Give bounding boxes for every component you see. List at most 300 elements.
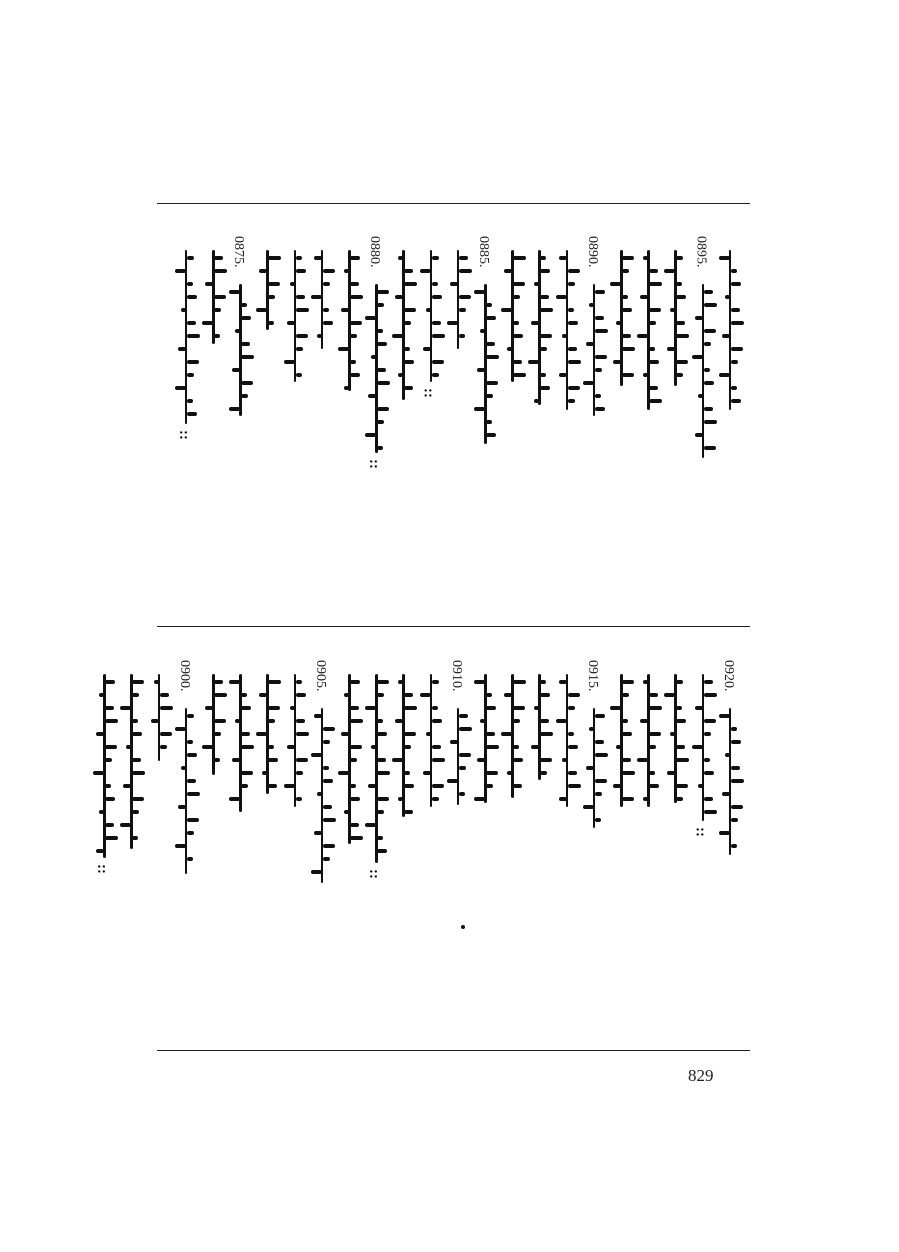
script-glyph (181, 766, 186, 770)
text-column (688, 236, 718, 491)
lower-text-block (94, 660, 750, 910)
script-glyph (562, 334, 567, 338)
script-glyph (447, 779, 458, 783)
script-glyph (296, 719, 305, 723)
script-glyph (214, 680, 223, 684)
script-glyph (540, 386, 550, 390)
script-glyph (486, 303, 492, 307)
upper-text-block (157, 236, 750, 491)
script-glyph (486, 433, 496, 437)
script-glyph (323, 844, 335, 848)
script-glyph (704, 693, 717, 697)
script-glyph (205, 282, 213, 286)
script-glyph (432, 295, 442, 299)
script-glyph (622, 680, 634, 684)
script-glyph (568, 399, 575, 403)
script-glyph (323, 282, 330, 286)
script-glyph (698, 394, 703, 398)
script-glyph (426, 308, 431, 312)
script-glyph (132, 771, 145, 775)
script-glyph (649, 745, 656, 749)
script-glyph (616, 321, 621, 325)
script-glyph (404, 810, 413, 814)
script-glyph (649, 784, 659, 788)
text-column (252, 236, 282, 491)
script-glyph (480, 719, 485, 723)
script-glyph (507, 771, 512, 775)
script-glyph (365, 823, 376, 827)
script-glyph (350, 321, 362, 325)
script-glyph (676, 680, 683, 684)
script-glyph (731, 766, 740, 770)
script-glyph (722, 792, 730, 796)
punctuation-mark: :: (692, 827, 709, 837)
script-glyph (622, 771, 635, 775)
script-glyph (323, 857, 330, 861)
line-number: 0875. (231, 236, 247, 268)
text-column (470, 660, 500, 910)
script-glyph (540, 334, 552, 338)
script-glyph (268, 680, 281, 684)
script-glyph (365, 316, 376, 320)
script-glyph (622, 295, 628, 299)
script-glyph (540, 256, 546, 260)
script-glyph (486, 693, 492, 697)
script-glyph (377, 758, 386, 762)
script-glyph (664, 693, 675, 697)
script-glyph (486, 420, 492, 424)
script-glyph (474, 797, 485, 801)
script-glyph (513, 295, 520, 299)
script-glyph (513, 321, 519, 325)
script-glyph (178, 805, 186, 809)
punctuation-mark: :: (175, 430, 192, 440)
script-glyph (287, 321, 295, 325)
script-glyph (540, 269, 550, 273)
script-glyph (105, 719, 118, 723)
script-line (130, 674, 133, 849)
script-glyph (175, 386, 186, 390)
script-glyph (559, 797, 567, 801)
text-column (252, 660, 282, 910)
script-glyph (534, 706, 539, 710)
script-glyph (344, 386, 349, 390)
script-glyph (214, 308, 221, 312)
script-glyph (323, 269, 335, 273)
script-glyph (187, 334, 200, 338)
script-glyph (649, 771, 655, 775)
script-glyph (241, 732, 250, 736)
script-glyph (568, 693, 580, 697)
script-glyph (241, 693, 247, 697)
script-glyph (719, 373, 730, 377)
script-glyph (175, 844, 186, 848)
text-column (633, 236, 663, 491)
script-glyph (622, 334, 631, 338)
script-glyph (667, 347, 675, 351)
script-line (185, 708, 188, 874)
script-glyph (486, 706, 496, 710)
script-glyph (296, 334, 308, 338)
script-glyph (350, 706, 359, 710)
script-glyph (649, 706, 662, 710)
script-glyph (187, 779, 196, 783)
script-glyph (704, 732, 711, 736)
script-glyph (704, 381, 714, 385)
script-glyph (93, 771, 104, 775)
script-glyph (534, 282, 539, 286)
script-glyph (562, 758, 567, 762)
script-glyph (540, 347, 547, 351)
script-glyph (637, 334, 648, 338)
script-glyph (350, 373, 360, 377)
script-glyph (486, 355, 499, 359)
script-line (402, 250, 405, 400)
script-glyph (540, 295, 549, 299)
script-glyph (540, 373, 546, 377)
script-glyph (132, 680, 144, 684)
script-glyph (105, 784, 111, 788)
text-column (552, 660, 582, 910)
text-column (497, 660, 527, 910)
script-glyph (486, 745, 499, 749)
script-glyph (377, 368, 386, 372)
line-number: 0885. (476, 236, 491, 268)
script-glyph (432, 706, 438, 710)
script-glyph (432, 784, 444, 788)
script-glyph (241, 303, 247, 307)
line-number: 0915. (584, 660, 600, 692)
script-glyph (486, 316, 496, 320)
line-number: 0920. (720, 660, 736, 692)
script-glyph (622, 373, 634, 377)
script-glyph (160, 693, 169, 697)
script-glyph (568, 745, 578, 749)
script-glyph (528, 360, 539, 364)
script-glyph (568, 282, 575, 286)
script-glyph (175, 727, 186, 731)
script-glyph (486, 784, 493, 788)
script-glyph (105, 745, 117, 749)
script-glyph (513, 784, 522, 788)
script-line (538, 674, 541, 780)
script-glyph (350, 680, 360, 684)
text-column (225, 660, 255, 910)
script-glyph (268, 282, 280, 286)
script-glyph (341, 732, 349, 736)
script-glyph (731, 282, 741, 286)
script-line (511, 674, 514, 798)
script-glyph (513, 680, 526, 684)
script-glyph (241, 706, 251, 710)
script-glyph (568, 771, 577, 775)
script-glyph (404, 321, 411, 325)
text-column (715, 660, 745, 910)
script-glyph (154, 680, 159, 684)
script-glyph (568, 308, 574, 312)
script-glyph (404, 732, 416, 736)
script-glyph (377, 836, 383, 840)
script-glyph (676, 321, 685, 325)
text-column (171, 236, 201, 491)
script-glyph (259, 269, 267, 273)
script-glyph (698, 784, 703, 788)
script-glyph (214, 269, 227, 273)
script-glyph (202, 745, 213, 749)
script-glyph (513, 282, 525, 286)
script-glyph (371, 355, 376, 359)
script-glyph (649, 386, 658, 390)
script-glyph (486, 381, 498, 385)
script-glyph (507, 347, 512, 351)
script-glyph (214, 334, 220, 338)
script-glyph (377, 680, 389, 684)
script-glyph (504, 693, 512, 697)
script-line (103, 674, 106, 858)
text-column (307, 660, 337, 910)
script-glyph (540, 308, 553, 312)
script-glyph (214, 719, 226, 723)
punctuation-mark: :: (366, 459, 383, 469)
script-glyph (704, 446, 716, 450)
script-glyph (595, 368, 602, 372)
script-glyph (338, 347, 349, 351)
script-glyph (160, 745, 167, 749)
script-glyph (513, 758, 523, 762)
script-glyph (404, 269, 413, 273)
script-glyph (649, 347, 655, 351)
script-glyph (377, 810, 384, 814)
script-glyph (432, 758, 445, 762)
script-glyph (377, 290, 389, 294)
script-glyph (256, 732, 267, 736)
script-glyph (268, 784, 277, 788)
top-rule (157, 203, 750, 204)
text-column (116, 660, 146, 910)
script-glyph (540, 758, 552, 762)
line-number: 0895. (693, 236, 709, 268)
script-glyph (377, 771, 390, 775)
script-glyph (404, 308, 416, 312)
punctuation-mark: :: (366, 869, 383, 879)
script-glyph (513, 719, 520, 723)
script-glyph (474, 290, 485, 294)
text-column (579, 236, 609, 491)
script-glyph (595, 316, 604, 320)
text-column (606, 236, 636, 491)
punctuation-mark: :: (420, 388, 437, 398)
script-glyph (459, 308, 466, 312)
script-glyph (676, 797, 683, 801)
script-glyph (404, 745, 411, 749)
script-glyph (513, 373, 526, 377)
script-glyph (132, 758, 141, 762)
text-column (606, 660, 636, 910)
script-glyph (377, 693, 384, 697)
script-glyph (459, 753, 471, 757)
script-glyph (595, 329, 608, 333)
script-glyph (704, 797, 713, 801)
script-glyph (187, 714, 194, 718)
script-glyph (704, 758, 710, 762)
script-glyph (568, 386, 580, 390)
script-glyph (622, 308, 632, 312)
script-glyph (568, 347, 577, 351)
script-glyph (268, 295, 275, 299)
script-glyph (649, 321, 656, 325)
script-glyph (486, 771, 498, 775)
script-glyph (719, 256, 730, 260)
script-glyph (725, 753, 730, 757)
script-glyph (426, 732, 431, 736)
script-glyph (459, 334, 465, 338)
script-glyph (477, 368, 485, 372)
script-glyph (132, 732, 142, 736)
text-column (660, 660, 690, 910)
line-number: 0900. (176, 660, 192, 692)
script-glyph (649, 269, 658, 273)
script-glyph (296, 269, 306, 273)
script-glyph (731, 727, 737, 731)
script-glyph (676, 360, 688, 364)
script-glyph (132, 719, 138, 723)
script-glyph (459, 295, 471, 299)
script-glyph (676, 719, 686, 723)
script-glyph (704, 329, 716, 333)
text-column (579, 660, 609, 910)
script-glyph (404, 360, 414, 364)
script-glyph (622, 269, 629, 273)
script-glyph (474, 407, 485, 411)
script-glyph (649, 282, 662, 286)
script-glyph (350, 334, 357, 338)
script-glyph (395, 719, 403, 723)
script-glyph (459, 714, 468, 718)
script-glyph (368, 784, 376, 788)
script-glyph (214, 693, 227, 697)
bottom-rule (157, 1050, 750, 1051)
script-glyph (676, 256, 683, 260)
script-glyph (501, 732, 512, 736)
text-column (633, 660, 663, 910)
text-column (688, 660, 718, 910)
script-glyph (649, 732, 661, 736)
script-glyph (259, 693, 267, 697)
script-glyph (595, 714, 605, 718)
script-glyph (423, 771, 431, 775)
script-glyph (595, 792, 602, 796)
script-glyph (232, 758, 240, 762)
script-glyph (311, 753, 322, 757)
script-glyph (314, 714, 322, 718)
script-glyph (160, 706, 173, 710)
script-line (375, 674, 378, 863)
script-glyph (432, 680, 439, 684)
script-glyph (540, 693, 550, 697)
script-glyph (704, 420, 717, 424)
script-glyph (486, 394, 493, 398)
script-glyph (432, 373, 439, 377)
script-glyph (350, 836, 363, 840)
script-glyph (311, 295, 322, 299)
script-glyph (613, 784, 621, 788)
text-column (280, 660, 310, 910)
script-glyph (404, 706, 417, 710)
text-column (552, 236, 582, 491)
script-glyph (556, 719, 567, 723)
script-glyph (559, 373, 567, 377)
script-glyph (676, 373, 683, 377)
script-glyph (676, 334, 689, 338)
text-column (361, 236, 391, 491)
script-glyph (296, 308, 309, 312)
script-glyph (178, 347, 186, 351)
script-glyph (296, 732, 309, 736)
script-glyph (268, 706, 280, 710)
script-glyph (268, 321, 274, 325)
script-glyph (317, 792, 322, 796)
text-column (225, 236, 255, 491)
script-glyph (105, 706, 114, 710)
line-number: 0890. (584, 236, 600, 268)
script-glyph (105, 758, 112, 762)
script-glyph (559, 680, 567, 684)
script-glyph (377, 420, 384, 424)
script-glyph (643, 797, 648, 801)
script-glyph (262, 771, 267, 775)
text-column (416, 660, 446, 910)
script-glyph (296, 680, 302, 684)
text-column (497, 236, 527, 491)
script-glyph (187, 792, 200, 796)
script-glyph (595, 394, 601, 398)
script-line (538, 250, 541, 405)
page-number: 829 (688, 1066, 714, 1085)
script-glyph (640, 295, 648, 299)
script-glyph (583, 805, 594, 809)
script-glyph (450, 740, 458, 744)
line-number: 0905. (312, 660, 328, 692)
script-glyph (676, 758, 689, 762)
script-glyph (649, 360, 659, 364)
script-glyph (719, 714, 730, 718)
script-glyph (377, 407, 389, 411)
script-glyph (314, 256, 322, 260)
script-glyph (513, 256, 526, 260)
script-glyph (649, 693, 658, 697)
script-glyph (350, 295, 363, 299)
script-glyph (731, 740, 741, 744)
script-glyph (187, 831, 194, 835)
text-column (171, 660, 201, 910)
script-glyph (459, 256, 468, 260)
script-glyph (296, 797, 302, 801)
script-glyph (214, 732, 221, 736)
script-glyph (695, 316, 703, 320)
script-glyph (323, 308, 329, 312)
script-glyph (404, 784, 414, 788)
script-glyph (731, 347, 743, 351)
script-glyph (290, 282, 295, 286)
script-glyph (586, 342, 594, 346)
script-glyph (181, 308, 186, 312)
script-glyph (643, 373, 648, 377)
script-glyph (637, 758, 648, 762)
script-glyph (365, 706, 376, 710)
script-glyph (622, 693, 629, 697)
script-glyph (586, 766, 594, 770)
script-glyph (568, 321, 578, 325)
